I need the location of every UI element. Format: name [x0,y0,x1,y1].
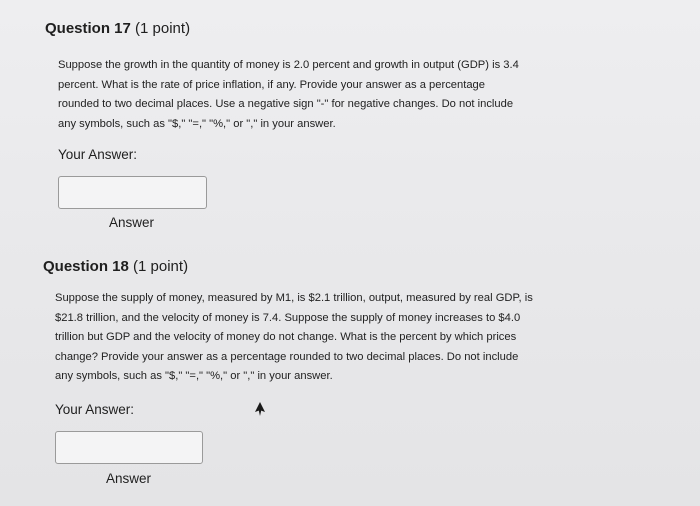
question-17-points: (1 point) [135,20,191,37]
question-18-line: change? Provide your answer as a percentage rounded to two decimal places. Do not include [55,350,519,363]
question-18-title [43,258,188,276]
question-17-text [58,56,519,134]
question-17-title [45,20,190,38]
mouse-pointer-icon [255,402,265,416]
question-18-line: Suppose the supply of money, measured by M1, is $2.1 trillion, output, measured by real GDP, is [55,292,533,304]
question-18-line: any symbols, such as "$," "=," "%," or "," in your answer. [55,370,333,382]
question-17-line: Suppose the growth in the quantity of money is 2.0 percent and growth in output (GDP) is 3.4 [58,59,519,71]
question-18-text [55,289,533,387]
question-18-points: (1 point) [133,258,189,275]
question-18-answer-input[interactable] [55,431,203,464]
question-17-line: rounded to two decimal places. Use a negative sign "-" for negative changes. Do not include [58,98,514,110]
question-18-your-answer-label: Your Answer: [55,402,135,417]
question-18-line: trillion but GDP and the velocity of money do not change. What is the percent by which prices [55,331,517,343]
question-18-answer-caption: Answer [106,471,152,486]
question-18-name: Question 18 [43,258,129,275]
question-17-line: any symbols, such as "$," "=," "%," or "," in your answer. [58,117,336,130]
question-18-line: $21.8 trillion, and the velocity of money is 7.4. Suppose the supply of money increases to $4.0 [55,311,521,324]
question-17-line: percent. What is the rate of price inflation, if any. Provide your answer as a percentage [58,78,486,91]
question-17-name: Question 17 [45,20,131,37]
question-17-answer-input[interactable] [58,176,207,209]
question-17-answer-caption: Answer [109,215,155,230]
question-17-your-answer-label: Your Answer: [58,147,138,162]
